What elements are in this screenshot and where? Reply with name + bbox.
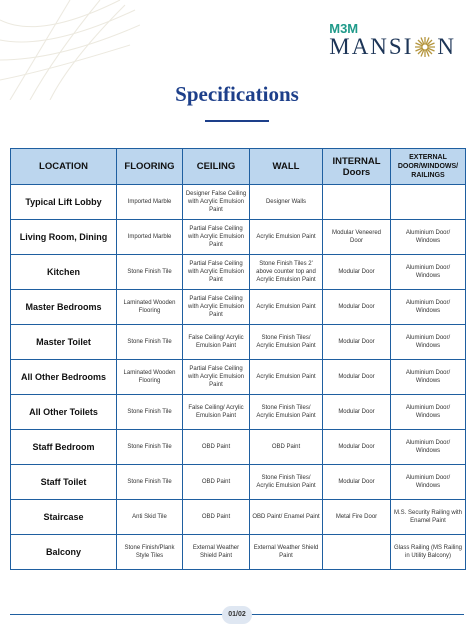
page-title: Specifications xyxy=(175,82,299,106)
cell-external: Aluminium Door/ Windows xyxy=(391,290,466,325)
cell-flooring: Laminated Wooden Flooring xyxy=(117,360,183,395)
header-location: LOCATION xyxy=(11,149,117,185)
cell-flooring: Anti Skid Tile xyxy=(117,500,183,535)
cell-internal: Modular Door xyxy=(323,430,391,465)
header-external-line3: RAILINGS xyxy=(411,172,445,179)
cell-external: Aluminium Door/ Windows xyxy=(391,430,466,465)
cell-external: Aluminium Door/ Windows xyxy=(391,325,466,360)
cell-location: Staff Toilet xyxy=(11,465,117,500)
header-wall: WALL xyxy=(250,149,323,185)
table-row xyxy=(11,535,466,570)
cell-external: M.S. Security Railing with Enamel Paint xyxy=(391,500,466,535)
sun-emblem-icon xyxy=(414,36,436,58)
cell-ceiling: Partial False Ceiling with Acrylic Emulsion Paint xyxy=(183,220,250,255)
table-row xyxy=(11,220,466,255)
cell-internal: Modular Door xyxy=(323,290,391,325)
table-header-row xyxy=(11,149,466,185)
logo-mansion-left: MANSI xyxy=(329,34,414,59)
table-row xyxy=(11,255,466,290)
header-internal-line2: Doors xyxy=(342,166,371,178)
cell-internal: Modular Door xyxy=(323,395,391,430)
cell-internal: Modular Door xyxy=(323,360,391,395)
cell-internal: Modular Veneered Door xyxy=(323,220,391,255)
header-ceiling: CEILING xyxy=(183,149,250,185)
header-internal-line1: INTERNAL xyxy=(332,155,381,167)
cell-wall: OBD Paint xyxy=(250,430,323,465)
cell-external: Aluminium Door/ Windows xyxy=(391,360,466,395)
cell-internal: Modular Door xyxy=(323,325,391,360)
cell-internal: Modular Door xyxy=(323,255,391,290)
table-row xyxy=(11,465,466,500)
table-row xyxy=(11,325,466,360)
cell-ceiling: False Ceiling/ Acrylic Emulsion Paint xyxy=(183,325,250,360)
cell-location: Kitchen xyxy=(11,255,117,290)
cell-flooring: Stone Finish Tile xyxy=(117,465,183,500)
cell-ceiling: External Weather Shield Paint xyxy=(183,535,250,570)
cell-ceiling: Designer False Ceiling with Acrylic Emulsion Paint xyxy=(183,185,250,220)
cell-wall: Stone Finish Tiles/ Acrylic Emulsion Paint xyxy=(250,325,323,360)
cell-location: Staff Bedroom xyxy=(11,430,117,465)
table-row xyxy=(11,185,466,220)
cell-location: All Other Toilets xyxy=(11,395,117,430)
cell-wall: Designer Walls xyxy=(250,185,323,220)
cell-external: Aluminium Door/ Windows xyxy=(391,255,466,290)
cell-ceiling: Partial False Ceiling with Acrylic Emulsion Paint xyxy=(183,255,250,290)
cell-wall: External Weather Shield Paint xyxy=(250,535,323,570)
cell-location: Staircase xyxy=(11,500,117,535)
title-underline xyxy=(205,120,269,122)
header-external-line1: EXTERNAL xyxy=(409,154,447,161)
header-external xyxy=(391,149,466,185)
cell-ceiling: Partial False Ceiling with Acrylic Emulsion Paint xyxy=(183,360,250,395)
cell-flooring: Stone Finish Tile xyxy=(117,255,183,290)
cell-wall: Acrylic Emulsion Paint xyxy=(250,220,323,255)
cell-wall: Acrylic Emulsion Paint xyxy=(250,360,323,395)
logo-mansion xyxy=(329,35,456,59)
specifications-table xyxy=(10,148,466,570)
cell-location: Balcony xyxy=(11,535,117,570)
table-row xyxy=(11,500,466,535)
cell-flooring: Imported Marble xyxy=(117,185,183,220)
cell-flooring: Imported Marble xyxy=(117,220,183,255)
cell-location: All Other Bedrooms xyxy=(11,360,117,395)
header-external-line2: DOOR/WINDOWS/ xyxy=(397,163,459,170)
cell-external xyxy=(391,185,466,220)
table-row xyxy=(11,395,466,430)
cell-internal: Metal Fire Door xyxy=(323,500,391,535)
cell-location: Master Toilet xyxy=(11,325,117,360)
cell-wall: Stone Finish Tiles/ Acrylic Emulsion Paint xyxy=(250,465,323,500)
table-row xyxy=(11,360,466,395)
cell-flooring: Laminated Wooden Flooring xyxy=(117,290,183,325)
cell-internal xyxy=(323,535,391,570)
table-row xyxy=(11,290,466,325)
cell-ceiling: OBD Paint xyxy=(183,500,250,535)
page-number: 01/02 xyxy=(222,606,252,624)
cell-ceiling: OBD Paint xyxy=(183,465,250,500)
cell-wall: Stone Finish Tiles/ Acrylic Emulsion Paint xyxy=(250,395,323,430)
cell-location: Living Room, Dining xyxy=(11,220,117,255)
header-flooring: FLOORING xyxy=(117,149,183,185)
cell-external: Aluminium Door/ Windows xyxy=(391,220,466,255)
cell-internal xyxy=(323,185,391,220)
cell-ceiling: False Ceiling/ Acrylic Emulsion Paint xyxy=(183,395,250,430)
header-internal xyxy=(323,149,391,185)
logo-m3m: M3M xyxy=(329,21,359,36)
cell-flooring: Stone Finish Tile xyxy=(117,325,183,360)
brand-logo xyxy=(329,22,456,59)
cell-location: Typical Lift Lobby xyxy=(11,185,117,220)
cell-ceiling: Partial False Ceiling with Acrylic Emulsion Paint xyxy=(183,290,250,325)
cell-ceiling: OBD Paint xyxy=(183,430,250,465)
cell-flooring: Stone Finish/Plank Style Tiles xyxy=(117,535,183,570)
cell-flooring: Stone Finish Tile xyxy=(117,430,183,465)
cell-external: Aluminium Door/ Windows xyxy=(391,465,466,500)
cell-wall: Stone Finish Tiles 2' above counter top and Acrylic Emulsion Paint xyxy=(250,255,323,290)
cell-internal: Modular Door xyxy=(323,465,391,500)
cell-location: Master Bedrooms xyxy=(11,290,117,325)
cell-external: Aluminium Door/ Windows xyxy=(391,395,466,430)
cell-wall: Acrylic Emulsion Paint xyxy=(250,290,323,325)
logo-mansion-right: N xyxy=(437,34,456,59)
cell-wall: OBD Paint/ Enamel Paint xyxy=(250,500,323,535)
cell-external: Glass Railing (MS Railing in Utility Balcony) xyxy=(391,535,466,570)
table-row xyxy=(11,430,466,465)
cell-flooring: Stone Finish Tile xyxy=(117,395,183,430)
